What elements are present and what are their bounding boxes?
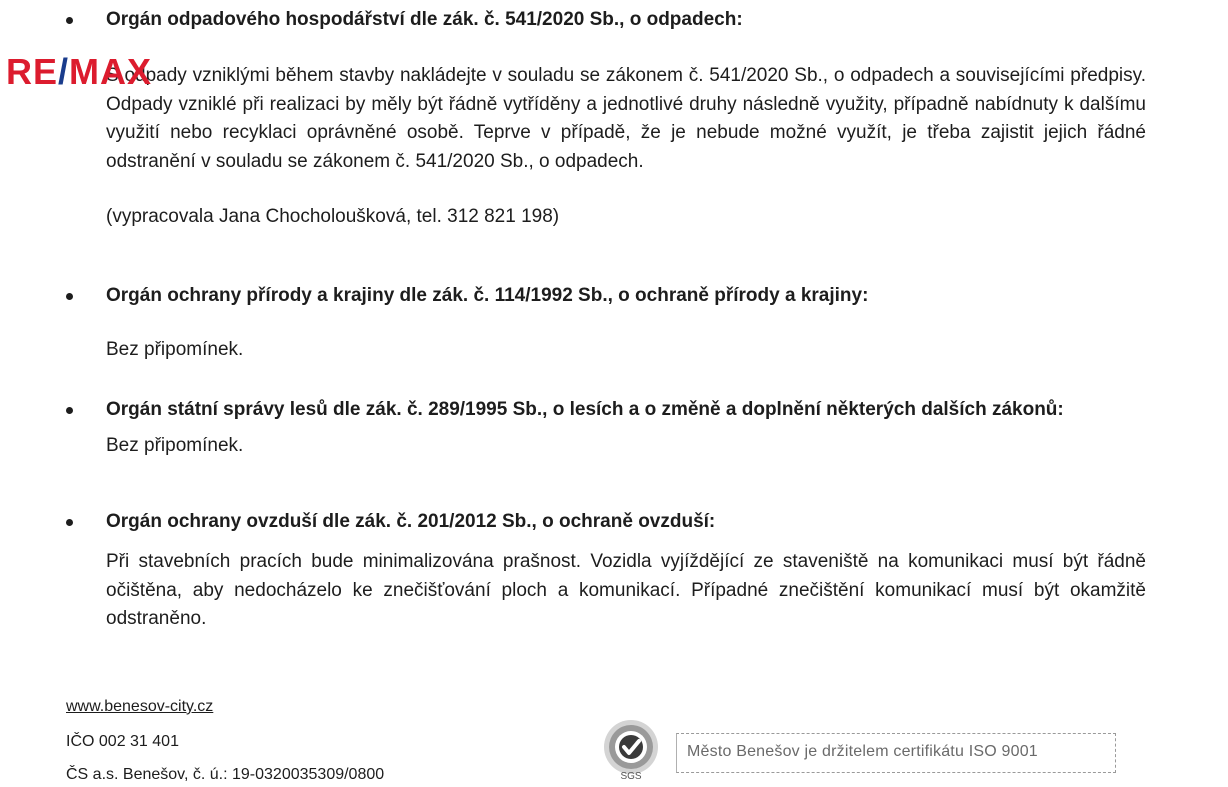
section-heading: Orgán ochrany přírody a krajiny dle zák. č. 114/1992 Sb., o ochraně přírody a krajiny: [66, 282, 1146, 310]
section-nature [66, 282, 1146, 365]
section-paragraph: Bez připomínek. [106, 435, 244, 456]
section-forests [66, 396, 1146, 461]
remax-logo: RE/MAX [6, 51, 153, 92]
bullet-icon [66, 407, 73, 414]
section-paragraph: Bez připomínek. [106, 339, 244, 360]
bullet-icon [66, 17, 73, 24]
section-paragraph: Při stavebních pracích bude minimalizována prašnost. Vozidla vyjíždějící ze staveniště na komunikaci musí být řádně očištěna, aby nedocházelo ke znečišťování ploch a komunikací. Případné znečištění komunikací musí být okamžitě odstraněno. [106, 551, 1146, 629]
seal-label: SGS [620, 771, 642, 782]
bullet-icon [66, 293, 73, 300]
bullet-icon [66, 519, 73, 526]
section-waste [66, 6, 1146, 232]
section-heading: Orgán odpadového hospodářství dle zák. č. 541/2020 Sb., o odpadech: [66, 6, 1146, 34]
website-link[interactable]: www.benesov-city.cz [66, 698, 214, 715]
bank-account: ČS a.s. Benešov, č. ú.: 19-0320035309/0800 [66, 766, 385, 783]
section-heading: Orgán státní správy lesů dle zák. č. 289/1995 Sb., o lesích a o změně a doplnění některých dalších zákonů: [66, 396, 1146, 424]
section-paragraph: S odpady vzniklými během stavby nakládejte v souladu se zákonem č. 541/2020 Sb., o odpadech a souvisejícími předpisy. Odpady vzniklé při realizaci by měly být řádně vytříděny a jednotlivé druhy následně využity, případně nabídnuty k dalšímu využití nebo recyklaci oprávněné osobě. Teprve v případě, že je nebude možné využít, je třeba zajistit jejich řádné odstranění v souladu se zákonem č. 541/2020 Sb., o odpadech. [106, 65, 1146, 172]
ico-number: IČO 002 31 401 [66, 733, 179, 750]
certificate-text: Město Benešov je držitelem certifikátu ISO 9001 [687, 743, 1038, 760]
section-heading: Orgán ochrany ovzduší dle zák. č. 201/2012 Sb., o ochraně ovzduší: [66, 508, 1146, 536]
author-note: (vypracovala Jana Chocholoušková, tel. 312 821 198) [106, 206, 560, 227]
certificate-box [676, 733, 1116, 773]
section-air [66, 508, 1146, 634]
sgs-seal-icon [598, 716, 664, 782]
